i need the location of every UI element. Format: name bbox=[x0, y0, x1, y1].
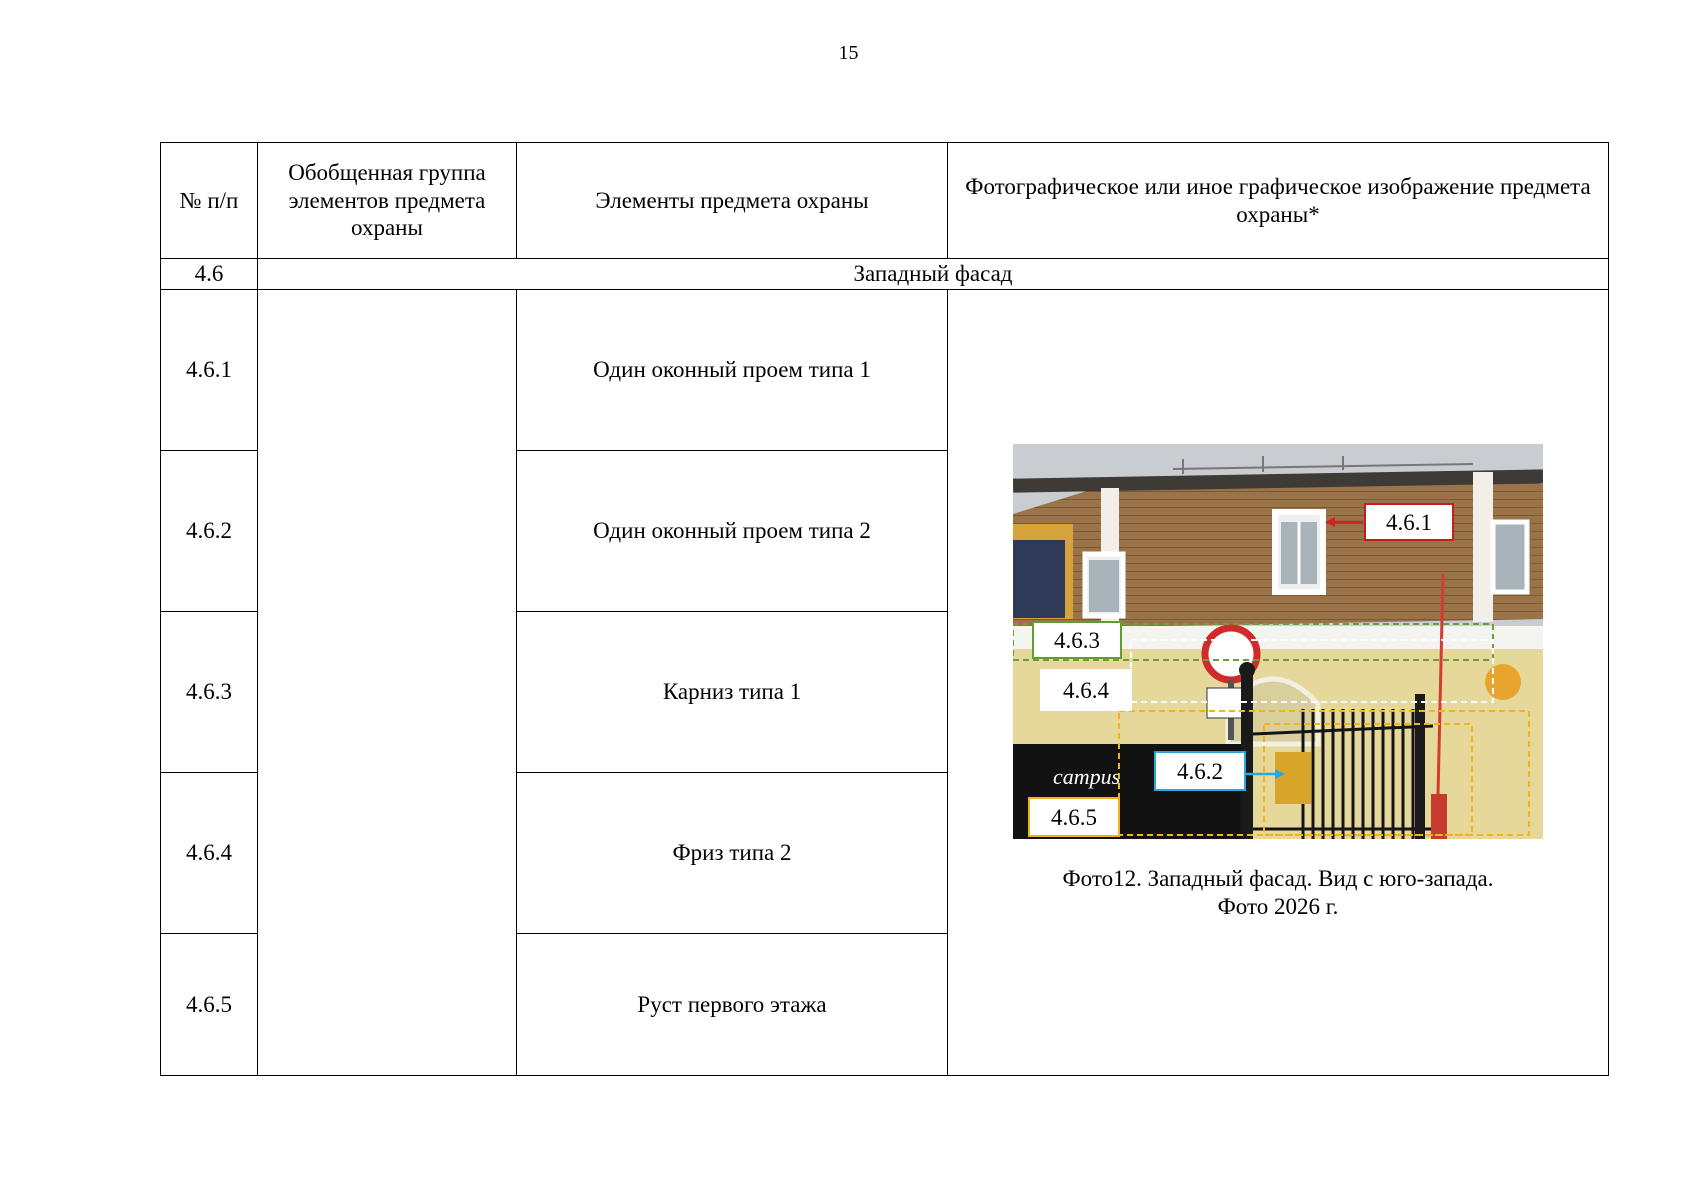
row-element: Один оконный проем типа 1 bbox=[517, 290, 948, 451]
header-group: Обобщенная группа элементов предмета охраны bbox=[258, 143, 517, 259]
table-header-row bbox=[161, 143, 1609, 259]
callout-4-6-2 bbox=[1155, 752, 1245, 790]
header-image: Фотографическое или иное графическое изображение предмета охраны* bbox=[948, 143, 1609, 259]
callout-4-6-3 bbox=[1033, 622, 1121, 658]
header-elements: Элементы предмета охраны bbox=[517, 143, 948, 259]
section-row bbox=[161, 259, 1609, 290]
callout-4-6-4 bbox=[1041, 670, 1131, 710]
row-number: 4.6.1 bbox=[161, 290, 258, 451]
campus-sign-text: campus bbox=[1053, 764, 1121, 790]
row-element: Один оконный проем типа 2 bbox=[517, 451, 948, 612]
svg-text:4.6.4: 4.6.4 bbox=[1063, 678, 1109, 704]
section-number: 4.6 bbox=[161, 259, 258, 290]
protection-table bbox=[160, 142, 1609, 1076]
caption-line-1: Фото12. Западный фасад. Вид с юго-запада. bbox=[1062, 866, 1494, 892]
section-title: Западный фасад bbox=[258, 259, 1609, 290]
row-number: 4.6.2 bbox=[161, 451, 258, 612]
row-number: 4.6.3 bbox=[161, 612, 258, 773]
svg-text:4.6.3: 4.6.3 bbox=[1054, 628, 1100, 654]
row-element: Руст первого этажа bbox=[517, 934, 948, 1076]
caption-line-2: Фото 2026 г. bbox=[1217, 894, 1339, 919]
row-number: 4.6.4 bbox=[161, 773, 258, 934]
row-number: 4.6.5 bbox=[161, 934, 258, 1076]
group-cell bbox=[258, 290, 517, 1076]
callout-4-6-5 bbox=[1029, 798, 1119, 836]
page-number: 15 bbox=[838, 42, 859, 64]
facade-photo bbox=[1013, 444, 1543, 839]
header-number: № п/п bbox=[161, 143, 258, 259]
callout-4-6-1 bbox=[1365, 504, 1453, 540]
photo-cell bbox=[948, 290, 1609, 1076]
svg-text:4.6.5: 4.6.5 bbox=[1051, 805, 1097, 831]
svg-text:4.6.1: 4.6.1 bbox=[1386, 510, 1432, 536]
photo-caption bbox=[948, 865, 1608, 920]
row-element: Карниз типа 1 bbox=[517, 612, 948, 773]
row-element: Фриз типа 2 bbox=[517, 773, 948, 934]
facade-photo-image bbox=[1013, 444, 1543, 839]
table-row bbox=[161, 290, 1609, 451]
svg-text:4.6.2: 4.6.2 bbox=[1177, 759, 1223, 785]
